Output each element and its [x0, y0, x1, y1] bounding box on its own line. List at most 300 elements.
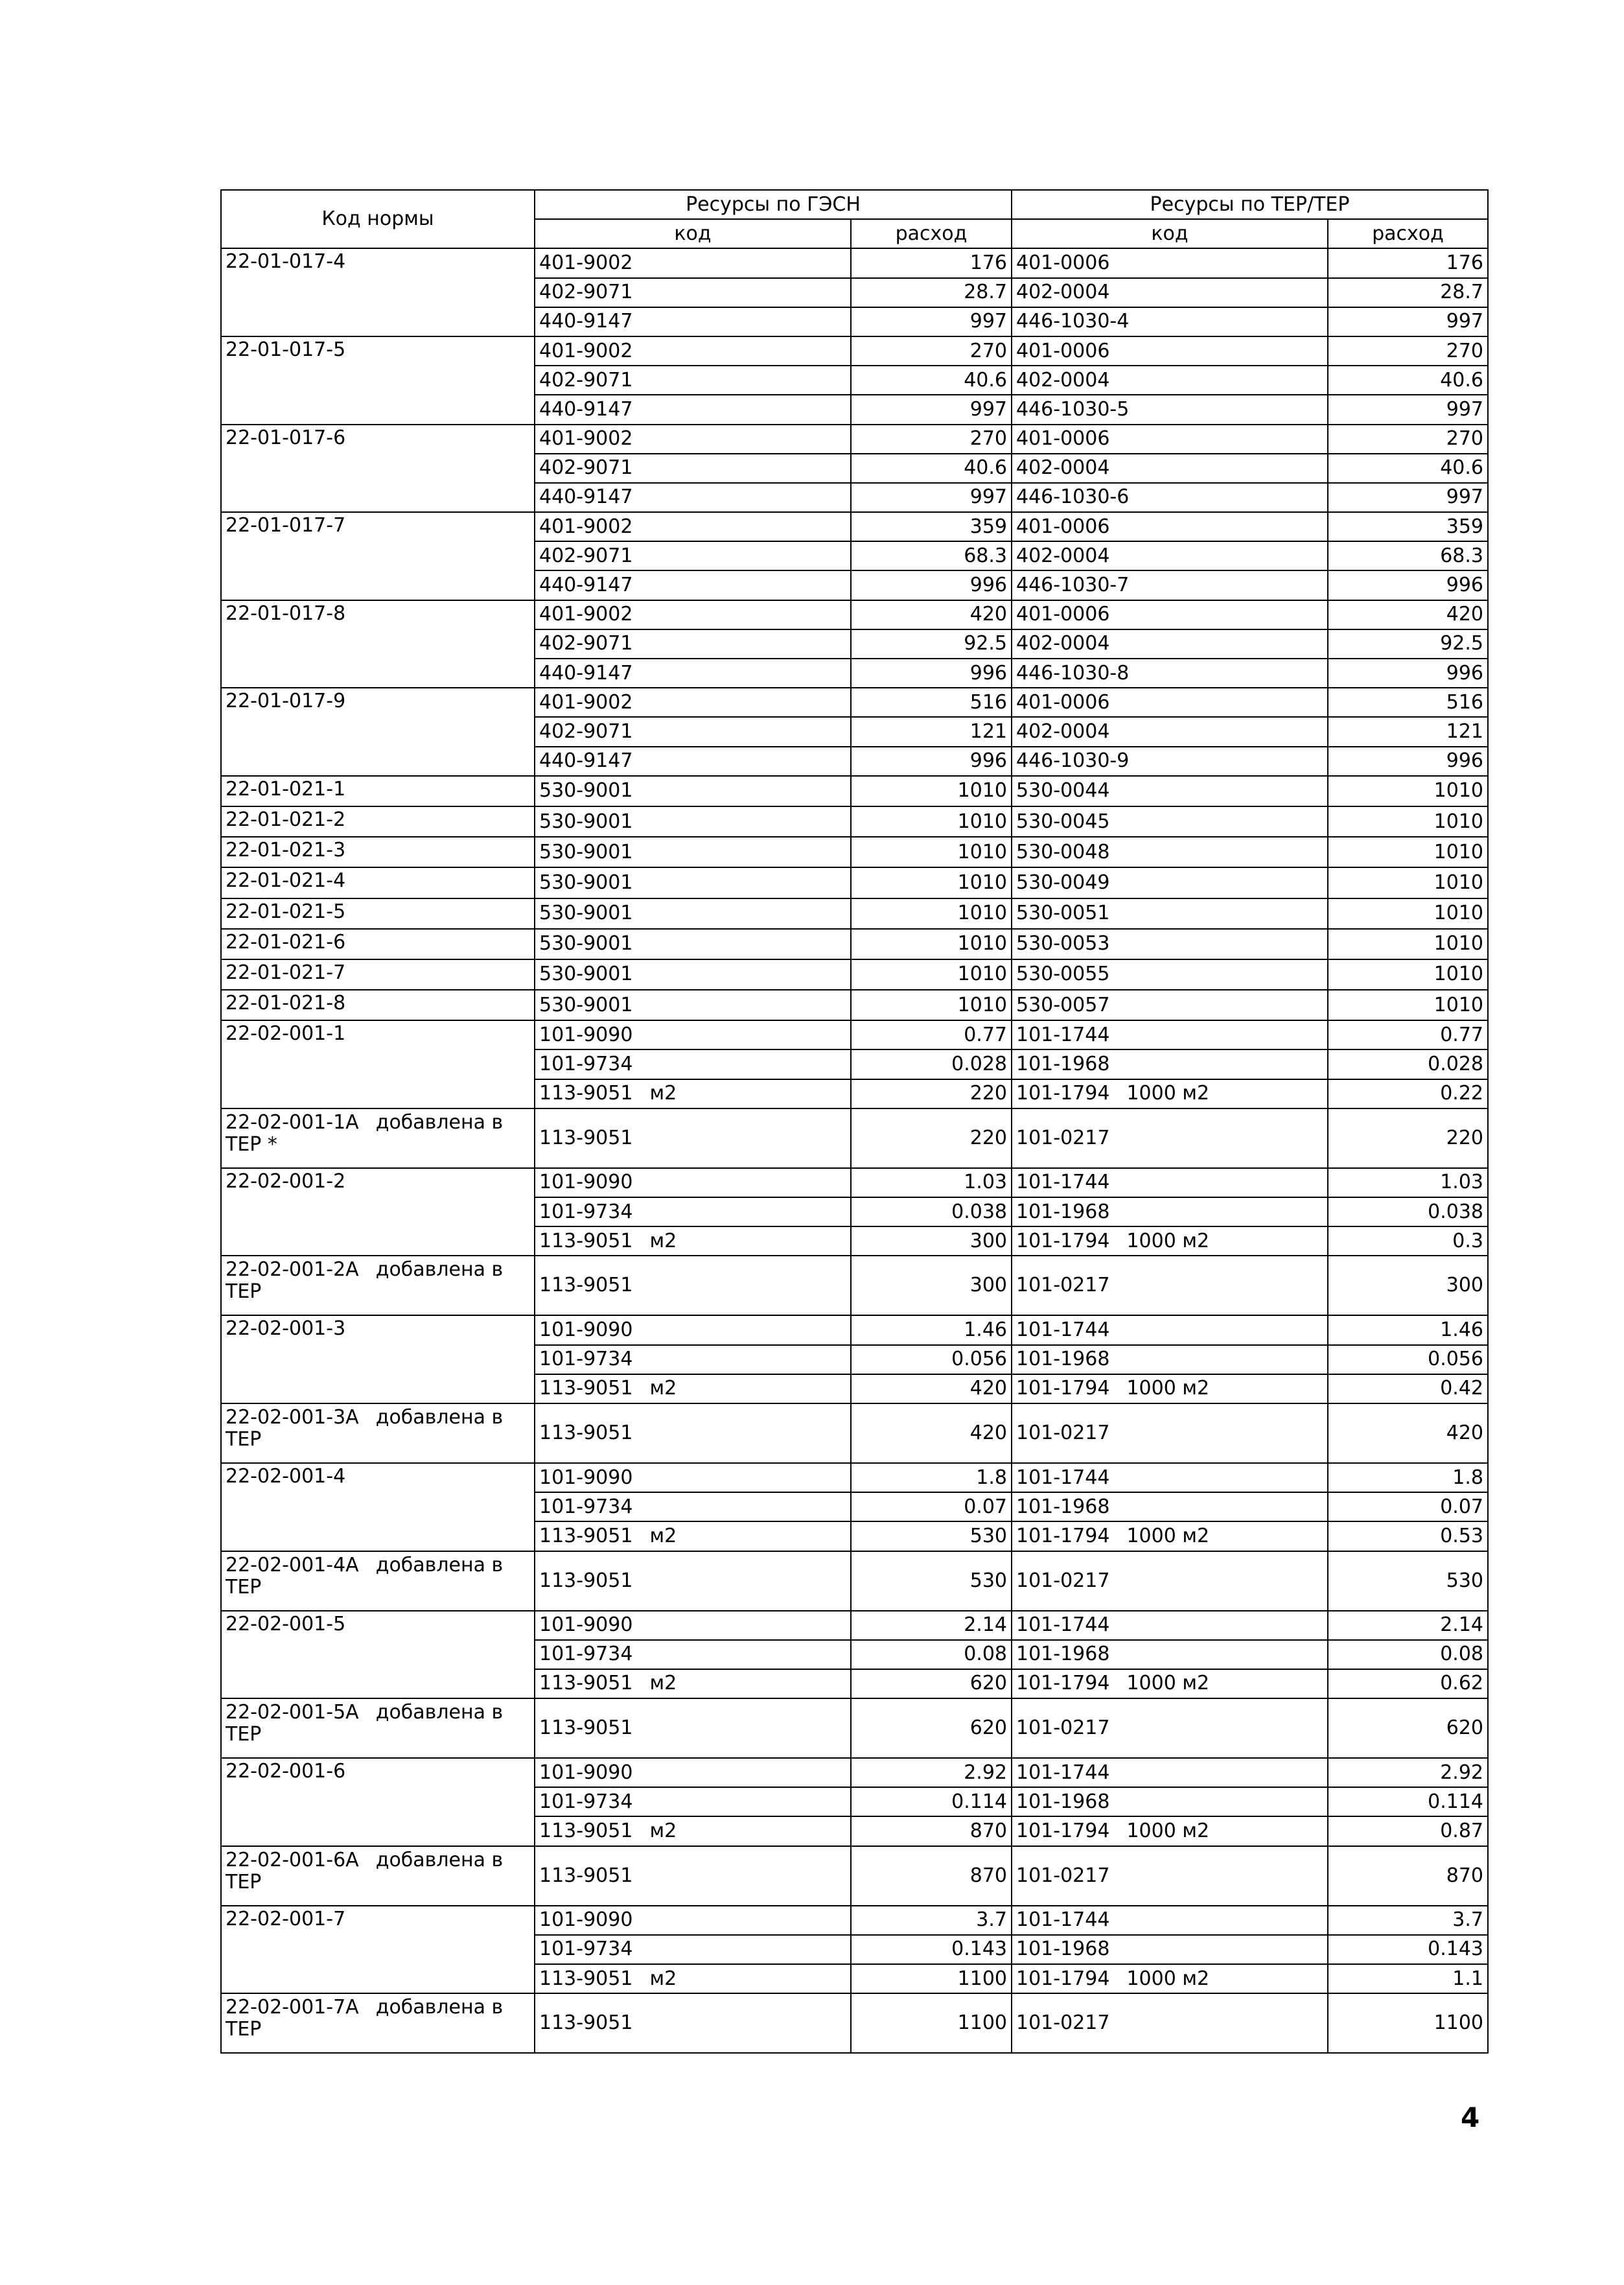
gesn-code: 401-9002: [539, 339, 633, 362]
ter-consumption-cell: 1.8: [1328, 1463, 1488, 1492]
ter-code-cell: [1012, 512, 1328, 541]
ter-code: 101-1794: [1016, 1820, 1110, 1843]
norm-code-cell: [221, 837, 535, 867]
gesn-code-cell: [535, 307, 851, 336]
ter-code-cell: [1012, 959, 1328, 990]
ter-code: 401-0006: [1016, 603, 1110, 626]
norm-code: 22-02-001-1: [226, 1022, 346, 1046]
ter-code-cell: [1012, 1197, 1328, 1226]
gesn-consumption-cell: 420: [851, 1403, 1012, 1463]
gesn-code: 402-9071: [539, 456, 633, 480]
gesn-consumption-cell: 1010: [851, 776, 1012, 806]
ter-unit: 1000 м2: [1126, 1229, 1210, 1252]
gesn-code-cell: [535, 959, 851, 990]
norm-code-cell: [221, 1846, 535, 1906]
gesn-code-cell: [535, 1020, 851, 1049]
norm-code-cell: [221, 867, 535, 898]
gesn-consumption-cell: 870: [851, 1816, 1012, 1846]
gesn-code-cell: [535, 570, 851, 600]
ter-code-cell: [1012, 1611, 1328, 1640]
ter-code: 101-1968: [1016, 1200, 1110, 1223]
table-header: [221, 190, 1488, 248]
gesn-unit: м2: [649, 1377, 677, 1400]
ter-code: 101-1744: [1016, 1171, 1110, 1194]
table-row: [221, 1698, 1488, 1758]
gesn-code-cell: [535, 688, 851, 717]
gesn-consumption-cell: 220: [851, 1079, 1012, 1108]
ter-code-cell: [1012, 1846, 1328, 1906]
ter-code: 101-1794: [1016, 1082, 1110, 1105]
norm-code: 22-02-001-3: [226, 1317, 346, 1341]
norm-code: 22-01-021-4: [226, 869, 346, 893]
ter-consumption-cell: 1010: [1328, 898, 1488, 929]
table-row: [221, 1020, 1488, 1049]
ter-code: 101-0217: [1016, 1717, 1110, 1740]
gesn-code: 101-9090: [539, 1761, 633, 1784]
norm-code-cell: [221, 929, 535, 959]
page-number: 4: [1461, 2102, 1480, 2133]
gesn-code-cell: [535, 1374, 851, 1403]
ter-code-cell: [1012, 278, 1328, 307]
norm-code: 22-01-021-3: [226, 839, 346, 862]
ter-code-cell: [1012, 1906, 1328, 1935]
gesn-code-cell: [535, 1403, 851, 1463]
gesn-consumption-cell: 620: [851, 1669, 1012, 1698]
gesn-consumption-cell: 530: [851, 1551, 1012, 1611]
norm-code-cell: [221, 1168, 535, 1256]
gesn-code-cell: [535, 898, 851, 929]
gesn-code: 440-9147: [539, 397, 633, 421]
table-row: [221, 898, 1488, 929]
gesn-code-cell: [535, 717, 851, 746]
gesn-code: 101-9734: [539, 1200, 633, 1223]
ter-consumption-cell: 0.143: [1328, 1935, 1488, 1964]
norm-code-cell: [221, 898, 535, 929]
norm-note: добавлена в ТЕР *: [226, 1110, 504, 1156]
table-row: [221, 425, 1488, 454]
gesn-code-header: код: [535, 219, 851, 248]
gesn-consumption-cell: 270: [851, 336, 1012, 366]
norm-note: добавлена в ТЕР: [226, 1405, 504, 1451]
gesn-code-cell: [535, 541, 851, 570]
gesn-consumption-cell: 0.038: [851, 1197, 1012, 1226]
norm-code: 22-02-001-6А: [226, 1848, 359, 1871]
gesn-consumption-cell: 1.8: [851, 1463, 1012, 1492]
ter-consumption-cell: 1010: [1328, 929, 1488, 959]
ter-code-cell: [1012, 1816, 1328, 1846]
norm-code-cell: [221, 336, 535, 425]
ter-unit: 1000 м2: [1126, 1082, 1210, 1105]
gesn-consumption-cell: 92.5: [851, 629, 1012, 659]
ter-code: 402-0004: [1016, 720, 1110, 743]
gesn-consumption-cell: 1.03: [851, 1168, 1012, 1197]
gesn-code: 101-9090: [539, 1908, 633, 1932]
ter-code-cell: [1012, 747, 1328, 776]
ter-code: 101-1794: [1016, 1229, 1110, 1252]
gesn-consumption-cell: 420: [851, 1374, 1012, 1403]
norm-code-cell: [221, 600, 535, 688]
gesn-code: 113-9051: [539, 1377, 633, 1400]
gesn-code: 113-9051: [539, 1229, 633, 1252]
gesn-consumption-cell: 2.92: [851, 1758, 1012, 1787]
gesn-unit: м2: [649, 1820, 677, 1843]
ter-code-cell: [1012, 1345, 1328, 1374]
ter-code-cell: [1012, 1256, 1328, 1315]
gesn-code-cell: [535, 1226, 851, 1256]
ter-code-cell: [1012, 1079, 1328, 1108]
gesn-code: 101-9734: [539, 1790, 633, 1813]
gesn-consumption-header: расход: [851, 219, 1012, 248]
gesn-code-cell: [535, 929, 851, 959]
gesn-consumption-cell: 1010: [851, 959, 1012, 990]
gesn-code-cell: [535, 1611, 851, 1640]
gesn-consumption-cell: 40.6: [851, 366, 1012, 395]
ter-code-cell: [1012, 248, 1328, 277]
gesn-code-cell: [535, 1964, 851, 1993]
gesn-code: 101-9090: [539, 1023, 633, 1046]
ter-consumption-cell: 121: [1328, 717, 1488, 746]
ter-consumption-cell: 0.77: [1328, 1020, 1488, 1049]
ter-consumption-cell: 2.92: [1328, 1758, 1488, 1787]
ter-code: 401-0006: [1016, 690, 1110, 714]
ter-code-cell: [1012, 1551, 1328, 1611]
table-row: [221, 1108, 1488, 1168]
gesn-code: 530-9001: [539, 840, 633, 863]
gesn-code-cell: [535, 1758, 851, 1787]
gesn-consumption-cell: 270: [851, 425, 1012, 454]
ter-code-cell: [1012, 1403, 1328, 1463]
gesn-consumption-cell: 996: [851, 570, 1012, 600]
norm-code-cell: [221, 1463, 535, 1551]
gesn-code: 530-9001: [539, 779, 633, 803]
gesn-code: 113-9051: [539, 1864, 633, 1887]
norm-code: 22-01-021-6: [226, 930, 346, 954]
gesn-unit: м2: [649, 1967, 677, 1990]
gesn-code-cell: [535, 483, 851, 512]
ter-code: 446-1030-5: [1016, 397, 1130, 421]
gesn-code: 440-9147: [539, 574, 633, 597]
gesn-consumption-cell: 0.114: [851, 1787, 1012, 1816]
ter-code: 530-0044: [1016, 779, 1110, 803]
gesn-consumption-cell: 1010: [851, 990, 1012, 1020]
ter-code: 402-0004: [1016, 632, 1110, 655]
gesn-consumption-cell: 996: [851, 659, 1012, 688]
gesn-consumption-cell: 516: [851, 688, 1012, 717]
table-row: [221, 806, 1488, 837]
gesn-code-cell: [535, 1345, 851, 1374]
gesn-code-cell: [535, 1640, 851, 1669]
norm-code-cell: [221, 1758, 535, 1846]
gesn-code: 440-9147: [539, 486, 633, 509]
gesn-code: 101-9090: [539, 1171, 633, 1194]
ter-consumption-cell: 996: [1328, 570, 1488, 600]
ter-consumption-cell: 420: [1328, 1403, 1488, 1463]
norm-code: 22-02-001-6: [226, 1760, 346, 1783]
ter-consumption-cell: 3.7: [1328, 1906, 1488, 1935]
ter-code-cell: [1012, 1168, 1328, 1197]
ter-code: 101-0217: [1016, 1126, 1110, 1149]
norm-code: 22-01-017-5: [226, 338, 346, 361]
resource-table: [220, 189, 1489, 2054]
ter-code: 530-0048: [1016, 840, 1110, 863]
ter-code-cell: [1012, 1787, 1328, 1816]
gesn-code-cell: [535, 1846, 851, 1906]
ter-code: 101-0217: [1016, 1569, 1110, 1592]
table-row: [221, 990, 1488, 1020]
gesn-code-cell: [535, 1197, 851, 1226]
gesn-code: 113-9051: [539, 1569, 633, 1592]
norm-code-cell: [221, 1698, 535, 1758]
norm-code-cell: [221, 1256, 535, 1315]
gesn-code: 113-9051: [539, 1421, 633, 1444]
ter-code: 101-1968: [1016, 1790, 1110, 1813]
ter-consumption-cell: 516: [1328, 688, 1488, 717]
norm-code: 22-02-001-5А: [226, 1701, 359, 1724]
ter-code: 530-0053: [1016, 932, 1110, 955]
ter-code: 101-0217: [1016, 2011, 1110, 2035]
gesn-code: 113-9051: [539, 1672, 633, 1695]
gesn-code: 530-9001: [539, 810, 633, 833]
ter-code: 446-1030-4: [1016, 310, 1130, 333]
ter-consumption-cell: 270: [1328, 425, 1488, 454]
ter-code: 101-1744: [1016, 1761, 1110, 1784]
ter-code: 402-0004: [1016, 281, 1110, 304]
gesn-consumption-cell: 997: [851, 307, 1012, 336]
ter-code: 101-1794: [1016, 1967, 1110, 1990]
norm-code-cell: [221, 806, 535, 837]
gesn-consumption-cell: 28.7: [851, 278, 1012, 307]
norm-note: добавлена в ТЕР: [226, 1258, 504, 1304]
ter-consumption-cell: 270: [1328, 336, 1488, 366]
gesn-consumption-cell: 1010: [851, 837, 1012, 867]
table-row: [221, 1846, 1488, 1906]
gesn-code-cell: [535, 600, 851, 629]
gesn-code: 101-9090: [539, 1466, 633, 1489]
gesn-consumption-cell: 176: [851, 248, 1012, 277]
ter-code-cell: [1012, 1521, 1328, 1551]
gesn-consumption-cell: 997: [851, 395, 1012, 424]
gesn-code-cell: [535, 1935, 851, 1964]
gesn-code: 440-9147: [539, 749, 633, 773]
ter-unit: 1000 м2: [1126, 1672, 1210, 1695]
norm-code-cell: [221, 776, 535, 806]
ter-unit: 1000 м2: [1126, 1820, 1210, 1843]
ter-code-cell: [1012, 1758, 1328, 1787]
gesn-code: 401-9002: [539, 515, 633, 538]
ter-code: 446-1030-6: [1016, 486, 1130, 509]
gesn-consumption-cell: 68.3: [851, 541, 1012, 570]
gesn-consumption-cell: 1010: [851, 806, 1012, 837]
gesn-code-cell: [535, 278, 851, 307]
gesn-consumption-cell: 0.07: [851, 1492, 1012, 1521]
ter-consumption-cell: 92.5: [1328, 629, 1488, 659]
gesn-code: 113-9051: [539, 1967, 633, 1990]
ter-code: 530-0045: [1016, 810, 1110, 833]
norm-code: 22-02-001-3А: [226, 1405, 359, 1429]
gesn-code-cell: [535, 1079, 851, 1108]
ter-code: 101-1968: [1016, 1643, 1110, 1666]
gesn-resources-header: Ресурсы по ГЭСН: [535, 190, 1012, 219]
ter-code-cell: [1012, 688, 1328, 717]
norm-code: 22-01-021-2: [226, 808, 346, 831]
gesn-consumption-cell: 1010: [851, 929, 1012, 959]
ter-code-cell: [1012, 1935, 1328, 1964]
ter-code: 446-1030-9: [1016, 749, 1130, 773]
gesn-code-cell: [535, 1256, 851, 1315]
ter-code-cell: [1012, 1669, 1328, 1698]
ter-code-cell: [1012, 837, 1328, 867]
gesn-code: 401-9002: [539, 251, 633, 274]
ter-code-cell: [1012, 1640, 1328, 1669]
norm-code-cell: [221, 1020, 535, 1108]
gesn-code: 530-9001: [539, 993, 633, 1016]
ter-consumption-cell: 1010: [1328, 867, 1488, 898]
ter-code: 101-1794: [1016, 1672, 1110, 1695]
gesn-consumption-cell: 0.056: [851, 1345, 1012, 1374]
table-row: [221, 1611, 1488, 1640]
ter-consumption-cell: 28.7: [1328, 278, 1488, 307]
gesn-consumption-cell: 620: [851, 1698, 1012, 1758]
ter-consumption-cell: 870: [1328, 1846, 1488, 1906]
ter-code-cell: [1012, 1020, 1328, 1049]
gesn-consumption-cell: 2.14: [851, 1611, 1012, 1640]
gesn-code-cell: [535, 1551, 851, 1611]
gesn-code-cell: [535, 747, 851, 776]
table-row: [221, 867, 1488, 898]
norm-code-cell: [221, 1403, 535, 1463]
ter-code-cell: [1012, 1374, 1328, 1403]
gesn-consumption-cell: 530: [851, 1521, 1012, 1551]
gesn-code: 401-9002: [539, 427, 633, 451]
ter-code: 101-0217: [1016, 1274, 1110, 1297]
gesn-consumption-cell: 1100: [851, 1993, 1012, 2053]
ter-code: 530-0051: [1016, 902, 1110, 925]
ter-consumption-cell: 530: [1328, 1551, 1488, 1611]
table-row: [221, 1315, 1488, 1344]
table-row: [221, 1403, 1488, 1463]
ter-consumption-cell: 1100: [1328, 1993, 1488, 2053]
norm-code: 22-02-001-2: [226, 1169, 346, 1193]
norm-code: 22-02-001-2А: [226, 1258, 359, 1282]
gesn-code: 401-9002: [539, 690, 633, 714]
gesn-code-cell: [535, 512, 851, 541]
gesn-unit: м2: [649, 1229, 677, 1252]
norm-note: добавлена в ТЕР: [226, 1553, 504, 1599]
norm-code: 22-02-001-1А: [226, 1110, 359, 1134]
norm-code-cell: [221, 990, 535, 1020]
norm-code-cell: [221, 1906, 535, 1994]
gesn-code: 101-9734: [539, 1348, 633, 1371]
ter-consumption-cell: 1010: [1328, 990, 1488, 1020]
gesn-consumption-cell: 300: [851, 1256, 1012, 1315]
gesn-code: 402-9071: [539, 632, 633, 655]
gesn-code-cell: [535, 867, 851, 898]
gesn-code-cell: [535, 336, 851, 366]
gesn-code-cell: [535, 1787, 851, 1816]
table-row: [221, 600, 1488, 629]
ter-consumption-cell: 1.1: [1328, 1964, 1488, 1993]
gesn-code-cell: [535, 1049, 851, 1079]
gesn-code-cell: [535, 425, 851, 454]
gesn-code: 101-9734: [539, 1495, 633, 1518]
gesn-code: 113-9051: [539, 1717, 633, 1740]
gesn-code-cell: [535, 454, 851, 483]
table-row: [221, 1551, 1488, 1611]
gesn-consumption-cell: 997: [851, 483, 1012, 512]
ter-code: 530-0057: [1016, 993, 1110, 1016]
ter-consumption-cell: 997: [1328, 307, 1488, 336]
norm-code-cell: [221, 1993, 535, 2053]
gesn-code-cell: [535, 806, 851, 837]
ter-code-cell: [1012, 366, 1328, 395]
ter-consumption-cell: 1010: [1328, 776, 1488, 806]
norm-code: 22-02-001-4А: [226, 1553, 359, 1576]
norm-code-cell: [221, 512, 535, 600]
ter-consumption-cell: 2.14: [1328, 1611, 1488, 1640]
norm-note: добавлена в ТЕР: [226, 1701, 504, 1746]
norm-code: 22-01-021-7: [226, 961, 346, 984]
gesn-code-cell: [535, 1521, 851, 1551]
table-row: [221, 1906, 1488, 1935]
gesn-code: 401-9002: [539, 603, 633, 626]
ter-consumption-cell: 0.53: [1328, 1521, 1488, 1551]
gesn-code-cell: [535, 1492, 851, 1521]
ter-code: 401-0006: [1016, 251, 1110, 274]
ter-code-cell: [1012, 454, 1328, 483]
ter-code: 101-1968: [1016, 1938, 1110, 1961]
norm-code: 22-01-017-7: [226, 514, 346, 537]
ter-code-cell: [1012, 483, 1328, 512]
gesn-consumption-cell: 40.6: [851, 454, 1012, 483]
ter-consumption-cell: 0.038: [1328, 1197, 1488, 1226]
ter-code-cell: [1012, 990, 1328, 1020]
ter-code-cell: [1012, 629, 1328, 659]
ter-code: 101-1968: [1016, 1348, 1110, 1371]
ter-code: 530-0049: [1016, 871, 1110, 894]
ter-code: 101-0217: [1016, 1864, 1110, 1887]
gesn-consumption-cell: 121: [851, 717, 1012, 746]
ter-code-cell: [1012, 717, 1328, 746]
ter-code: 446-1030-7: [1016, 574, 1130, 597]
gesn-unit: м2: [649, 1672, 677, 1695]
ter-code: 402-0004: [1016, 368, 1110, 392]
gesn-code-cell: [535, 629, 851, 659]
norm-code: 22-02-001-7А: [226, 1996, 359, 2019]
gesn-consumption-cell: 420: [851, 600, 1012, 629]
gesn-consumption-cell: 0.028: [851, 1049, 1012, 1079]
ter-consumption-header: расход: [1328, 219, 1488, 248]
norm-code-cell: [221, 1611, 535, 1699]
gesn-code-cell: [535, 1993, 851, 2053]
ter-consumption-cell: 420: [1328, 600, 1488, 629]
table-row: [221, 959, 1488, 990]
ter-consumption-cell: 0.08: [1328, 1640, 1488, 1669]
ter-consumption-cell: 620: [1328, 1698, 1488, 1758]
gesn-code: 113-9051: [539, 1274, 633, 1297]
norm-code-cell: [221, 248, 535, 336]
norm-code-cell: [221, 1108, 535, 1168]
ter-code-cell: [1012, 1993, 1328, 2053]
ter-consumption-cell: 1.03: [1328, 1168, 1488, 1197]
norm-code-cell: [221, 688, 535, 776]
gesn-code: 101-9734: [539, 1938, 633, 1961]
table-row: [221, 837, 1488, 867]
ter-code-cell: [1012, 600, 1328, 629]
ter-code: 101-1744: [1016, 1318, 1110, 1341]
gesn-consumption-cell: 220: [851, 1108, 1012, 1168]
ter-code: 401-0006: [1016, 515, 1110, 538]
ter-code: 101-1794: [1016, 1377, 1110, 1400]
